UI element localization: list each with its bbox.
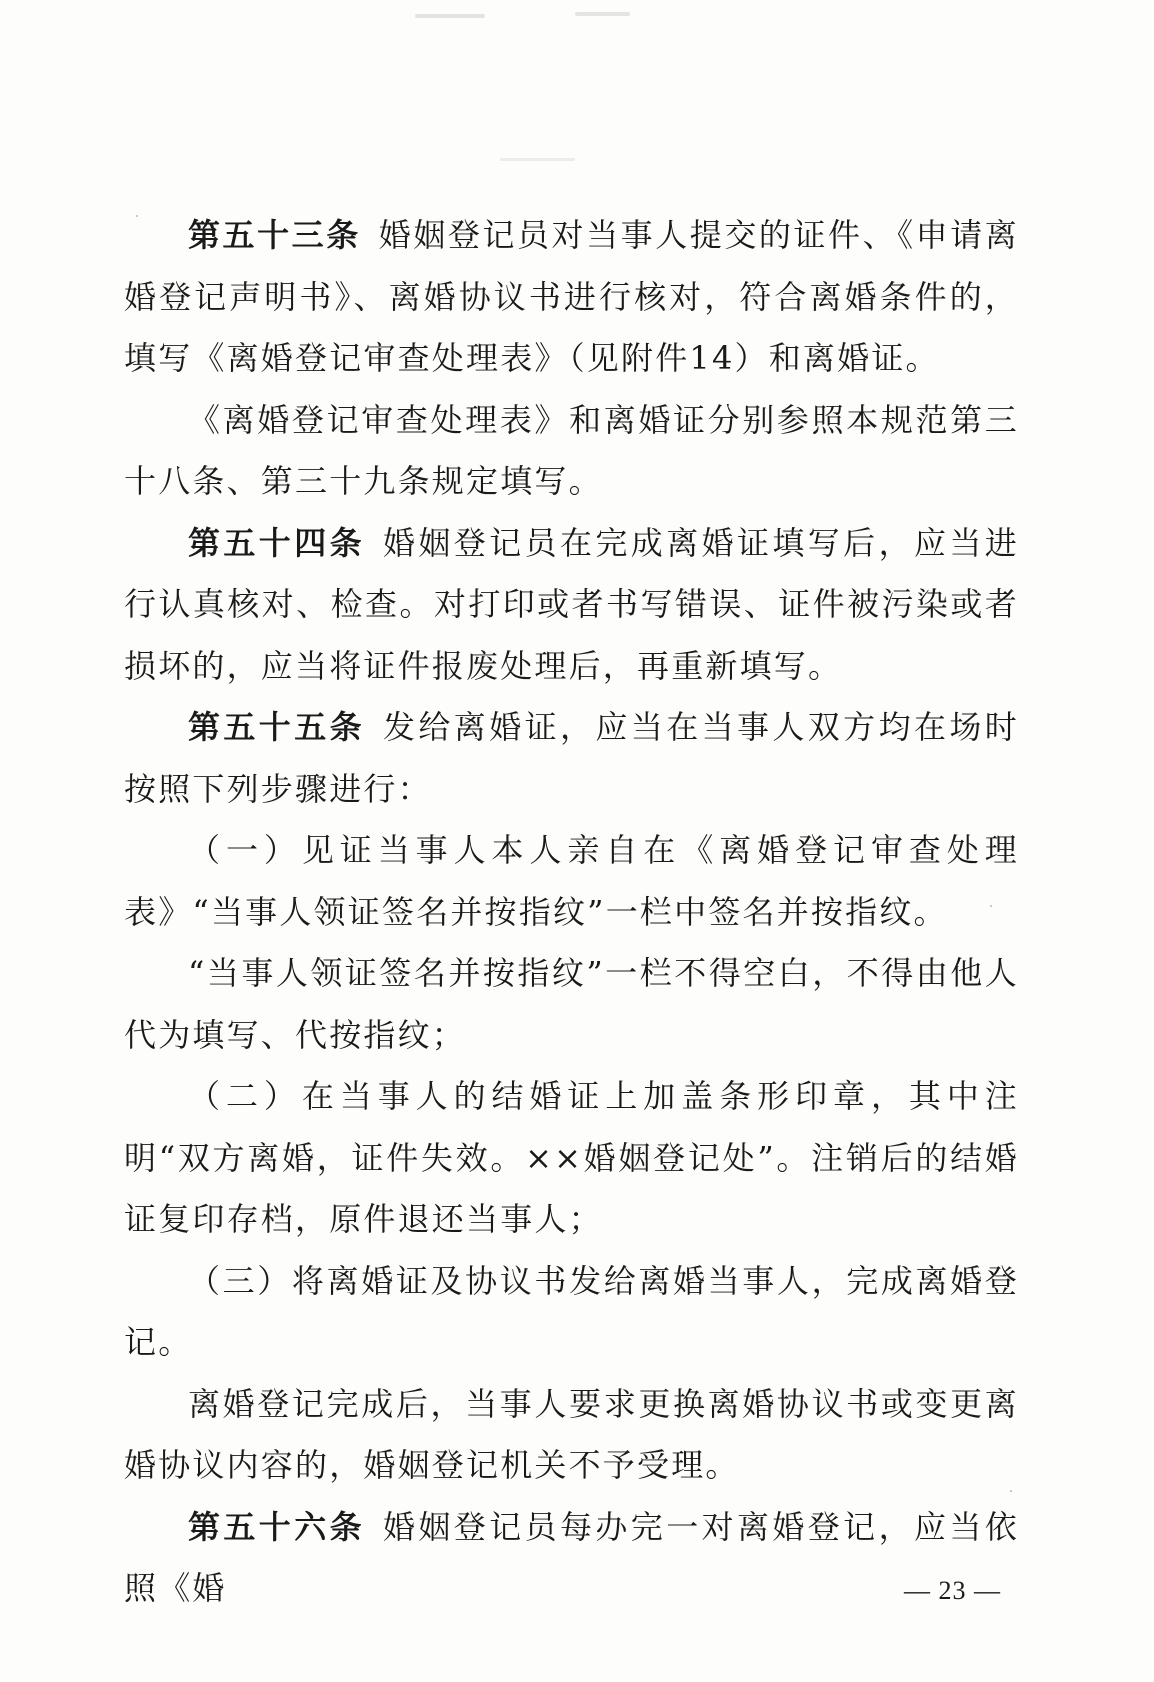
paragraph-text: 婚姻登记员每办完一对离婚登记，应当依照《婚	[124, 1507, 1019, 1607]
paragraph-text: 《离婚登记审查处理表》和离婚证分别参照本规范第三十八条、第三十九条规定填写。	[124, 400, 1019, 500]
article-number: 第五十六条	[188, 1507, 365, 1546]
paragraph-text: 离婚登记完成后，当事人要求更换离婚协议书或变更离婚协议内容的，婚姻登记机关不予受理。	[124, 1384, 1019, 1484]
page-number: — 23 —	[904, 1576, 1001, 1605]
paragraph	[124, 1066, 1019, 1251]
paragraph	[124, 943, 1019, 1066]
paragraph	[124, 820, 1019, 943]
article-number: 第五十三条	[188, 216, 361, 254]
paragraph	[124, 205, 1019, 390]
paragraph	[124, 1497, 1019, 1620]
paragraph-text: “当事人领证签名并按指纹”一栏不得空白，不得由他人代为填写、代按指纹；	[124, 954, 1019, 1054]
scan-artifact	[415, 14, 485, 18]
paragraph	[124, 1374, 1019, 1497]
scan-artifact	[575, 12, 630, 16]
paragraph-text: 发给离婚证，应当在当事人双方均在场时按照下列步骤进行：	[124, 708, 1019, 808]
paragraph-text: （三）将离婚证及协议书发给离婚当事人，完成离婚登记。	[124, 1261, 1019, 1361]
paragraph-text: （二）在当事人的结婚证上加盖条形印章，其中注明“双方离婚，证件失效。××婚姻登记处”。注销后的结婚证复印存档，原件退还当事人；	[124, 1077, 1019, 1238]
paragraph	[124, 513, 1019, 698]
paragraph	[124, 390, 1019, 513]
paragraph-text: 婚姻登记员对当事人提交的证件、《申请离婚登记声明书》、离婚协议书进行核对，符合离婚条件的，填写《离婚登记审查处理表》（见附件14）和离婚证。	[124, 216, 1019, 377]
paragraph	[124, 1251, 1019, 1374]
scan-artifact	[500, 158, 575, 161]
document-body	[124, 205, 1019, 1620]
article-number: 第五十五条	[188, 708, 365, 746]
paragraph-text: 婚姻登记员在完成离婚证填写后，应当进行认真核对、检查。对打印或者书写错误、证件被污染或者损坏的，应当将证件报废处理后，再重新填写。	[124, 523, 1019, 685]
paragraph	[124, 697, 1019, 820]
paragraph-text: （一）见证当事人本人亲自在《离婚登记审查处理表》“当事人领证签名并按指纹”一栏中签名并按指纹。	[124, 831, 1019, 931]
article-number: 第五十四条	[188, 523, 365, 562]
